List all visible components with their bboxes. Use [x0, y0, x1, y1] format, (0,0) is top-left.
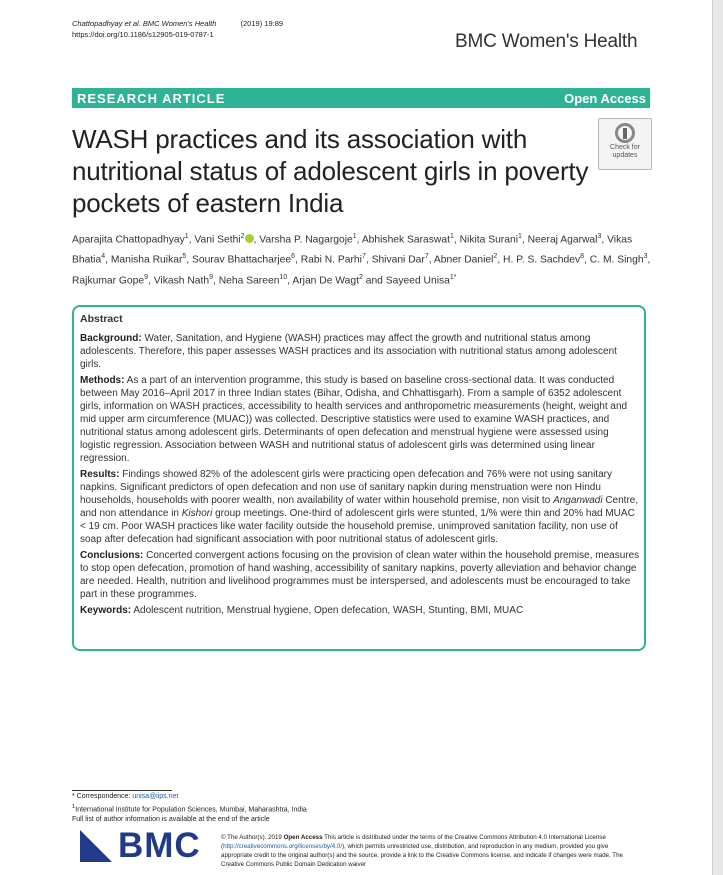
abstract-methods: Methods: As a part of an intervention programme, this study is based on baseline cross-sectional data. It was conducted between May 2016–April 2017 in three Indian states (Bihar, Odisha, and Chhattisgarh). From a sample of 6352 adolescent girls, information on WASH practices, accessibility to health services and anthropometric measurements (height, weight and mid upper arm circumference (MUAC)) was collected. Descriptive statistics were used to examine WASH practices, and nutritional status among adolescent girls. Determinants of open defecation and menstrual hygiene were assessed using logistic regression. Association between WASH and nutritional status of adolescent girls was determined using linear regression. — [80, 375, 628, 464]
article-type-banner — [72, 88, 650, 108]
check-for-updates-icon — [615, 123, 635, 143]
author-name: Neeraj Agarwal — [527, 234, 598, 246]
author-name: Manisha Ruikar — [110, 254, 183, 266]
author-name: Arjan De Wagt — [292, 275, 359, 287]
footnotes — [72, 790, 307, 825]
author-name: Abhishek Saraswat — [361, 234, 450, 246]
author-affiliation-sup: 3 — [643, 253, 648, 261]
open-access-label: Open Access — [564, 91, 646, 106]
author-name: Abner Daniel — [433, 254, 494, 266]
author-affiliation-sup: 2 — [493, 253, 498, 261]
running-header — [72, 18, 283, 40]
author-name: Sayeed Unisa — [385, 275, 450, 287]
author-affiliation-sup: 6 — [291, 253, 295, 261]
footnote-divider — [72, 790, 172, 791]
bmc-logo-triangle-icon — [80, 830, 112, 862]
abstract-heading: Abstract — [80, 313, 123, 325]
abstract-conclusions: Conclusions: Concerted convergent actions focusing on the provision of clean water within the household premise, measures to stop open defecation, promotion of hand washing, accessibility of sanitary napkins, poverty alleviation and behavior change are needed. Health, nutrition and livelihood programmes must be interspersed, and adolescents must be encouraged to take part in these programmes. — [80, 550, 640, 600]
author-affiliation-sup: 10 — [279, 273, 288, 281]
bmc-logo-text: BMC — [118, 826, 201, 865]
author-name: C. M. Singh — [589, 254, 644, 266]
author-affiliation-sup: 8 — [580, 253, 585, 261]
author-name: Rajkumar Gope — [72, 275, 145, 287]
author-name: H. P. S. Sachdev — [503, 254, 581, 266]
author-affiliation-sup: 2 — [358, 273, 363, 281]
author-list: Aparajita Chattopadhyay$^1$, Vani Sethi$^2$ , Varsha P. Nagargoje$^1$, Abhishek Saraswat$^1$, Nikita Surani$^1$, Neeraj Agarwal$^3$, Vikas Bhatia$^4$, Manisha Ruikar$^5$, Sourav Bhattacharjee$^6$, Rabi N. Parhi$^7$, Shivani Dar$^7$, Abner Daniel$^2$, H. P. S. Sachdev$^8$, C. M. Singh$^3$, Rajkumar Gope$^9$, Vikash Nath$^9$, Neha Sareen$^{10}$, Arjan De Wagt$^2$ and Sayeed Unisa$^{1*}$ — [72, 233, 651, 287]
license-link[interactable]: http://creativecommons.org/licenses/by/4.0/ — [223, 843, 343, 850]
author-name: Rabi N. Parhi — [300, 254, 362, 266]
author-affiliation-sup: 1 — [184, 233, 189, 240]
author-name: Sourav Bhattacharjee — [192, 254, 292, 266]
author-affiliation-sup: 7 — [361, 253, 366, 261]
author-name: Nikita Surani — [459, 234, 518, 246]
header-year: (2019) 19:89 — [240, 19, 284, 28]
author-name: Varsha P. Nagargoje — [259, 234, 353, 246]
check-for-updates-button[interactable] — [598, 118, 652, 170]
abstract-keywords: Keywords: Adolescent nutrition, Menstrual hygiene, Open defecation, WASH, Stunting, BMI, MUAC — [80, 605, 524, 616]
author-name: Vani Sethi — [194, 234, 241, 246]
article-type-label: RESEARCH ARTICLE — [77, 91, 226, 106]
author-name: Vikash Nath — [153, 275, 210, 287]
orcid-icon[interactable] — [245, 234, 254, 243]
author-affiliation-sup: 9 — [209, 273, 213, 281]
header-doi[interactable]: https://doi.org/10.1186/s12905-019-0787-1 — [72, 30, 214, 39]
vertical-scrollbar[interactable] — [712, 0, 723, 875]
author-affiliation-sup: 1 — [517, 233, 522, 240]
author-affiliation-sup: 4 — [101, 253, 106, 261]
correspondence-line: * Correspondence: unisa@iips.net — [72, 793, 179, 800]
author-affiliation-sup: 9 — [144, 273, 149, 281]
full-list-note: Full list of author information is available at the end of the article — [72, 816, 270, 824]
author-name: Vikas Bhatia — [72, 234, 633, 266]
author-affiliation-sup: 3 — [597, 233, 602, 240]
abstract-box — [72, 305, 646, 651]
author-name: Shivani Dar — [371, 254, 425, 266]
author-affiliation-sup: 1 — [449, 233, 454, 240]
author-affiliation-sup: 2 — [240, 233, 245, 240]
author-name: Aparajita Chattopadhyay — [72, 234, 185, 246]
author-affiliation-sup: 1 — [352, 233, 357, 240]
author-affiliation-sup: 1* — [449, 273, 457, 281]
journal-name: BMC Women's Health — [455, 31, 638, 52]
license-statement: © The Author(s). 2019 Open Access This article is distributed under the terms of the Creative Commons Attribution 4.0 International License (http://creativecommons.org/licenses/by/4.0/), which permits unrestricted use, distribution, and reproduction in any medium, provided you give appropriate credit to the original author(s) and the source, provide a link to the Creative Commons license, and indicate if changes were made. The Creative Commons Public Domain Dedication waiver — [221, 834, 623, 868]
abstract-background: Background: Water, Sanitation, and Hygiene (WASH) practices may affect the growth and nutritional status among adolescents. Therefore, this paper assesses WASH practices and its association with nutritional status among adolescent girls. — [80, 333, 617, 370]
abstract-results: Results: Findings showed 82% of the adolescent girls were practicing open defecation and 76% were not using sanitary napkins. Significant predictors of open defecation and non use of sanitary napkin during menstruation were non Hindu households, households with poorer wealth, non availability of water within household premise, non visit to Anganwadi Centre, and non attendance in Kishori group meetings. One-third of adolescent girls were stunted, 1/% were thin and 20% had MUAC < 19 cm. Poor WASH practices like water facility outside the household premise, unimproved sanitation facility, non use of soap after defecation had significant association with poor nutritional status of adolescent girls. — [80, 469, 639, 545]
correspondence-email-link[interactable]: unisa@iips.net — [132, 793, 179, 800]
header-authors: Chattopadhyay et al. BMC Women's Health — [72, 19, 217, 28]
check-for-updates-label: Check for updates — [610, 144, 640, 159]
affiliation-line: $^1$International Institute for Population Sciences, Mumbai, Maharashtra, India — [72, 804, 307, 814]
author-affiliation-sup: 5 — [182, 253, 187, 261]
article-title: WASH practices and its association with nutritional status of adolescent girls in poverty pockets of eastern India — [72, 124, 589, 218]
author-name: Neha Sareen — [218, 275, 280, 287]
author-affiliation-sup: 7 — [424, 253, 429, 261]
